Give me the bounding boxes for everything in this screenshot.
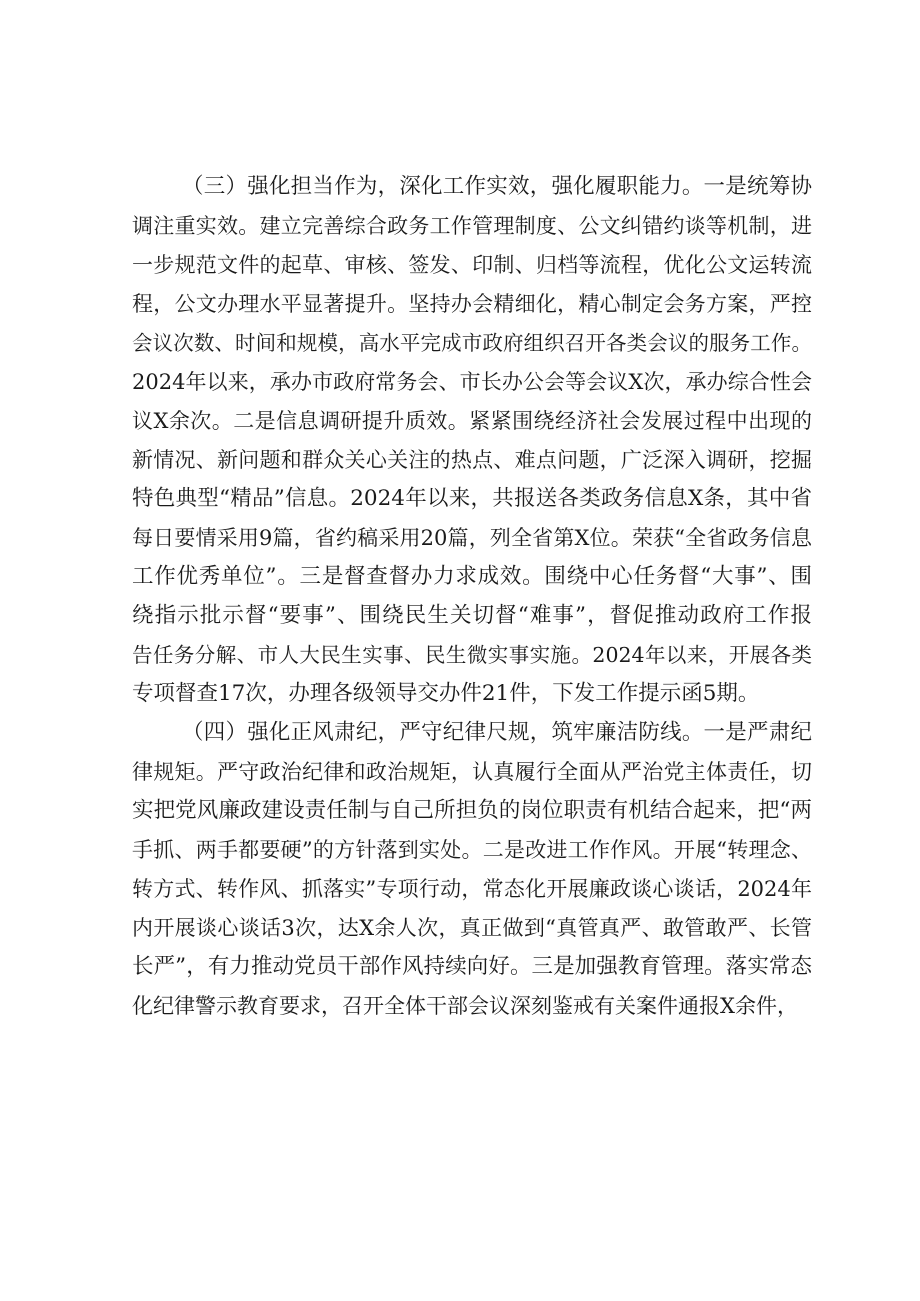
text-line: （三）强化担当作为，深化工作实效，强化履职能力。一是统筹协 (182, 174, 812, 199)
text-line: 专项督查17次，办理各级领导交办件21件，下发工作提示函5期。 (132, 681, 760, 706)
text-line: 化纪律警示教育要求，召开全体干部会议深刻鉴戒有关案件通报X余件， (132, 994, 798, 1018)
text-line: 内开展谈心谈话3次，达X余人次，真正做到“真管真严、敢管敢严、长管 (132, 916, 812, 940)
text-line: 绕指示批示督“要事”、围绕民生关切督“难事”，督促推动政府工作报 (132, 603, 812, 628)
text-line: 律规矩。严守政治纪律和政治规矩，认真履行全面从严治党主体责任，切 (132, 760, 812, 784)
text-line: 实把党风廉政建设责任制与自己所担负的岗位职责有机结合起来，把“两 (132, 798, 812, 823)
text-line: 告任务分解、市人大民生实事、民生微实事实施。2024年以来，开展各类 (132, 643, 812, 667)
text-line: 每日要情采用9篇，省约稿采用20篇，列全省第X位。荣获“全省政务信息 (132, 526, 812, 550)
text-line: 会议次数、时间和规模，高水平完成市政府组织召开各类会议的服务工作。 (132, 331, 812, 355)
text-line: 工作优秀单位”。三是督查督办力求成效。围绕中心任务督“大事”、围 (132, 564, 812, 589)
text-line: 一步规范文件的起草、审核、签发、印制、归档等流程，优化公文运转流 (132, 253, 812, 277)
text-line: 程，公文办理水平显著提升。坚持办会精细化，精心制定会务方案，严控 (132, 292, 812, 316)
text-line: 2024年以来，承办市政府常务会、市长办公会等会议X次，承办综合性会 (132, 370, 812, 394)
text-line: 议X余次。二是信息调研提升质效。紧紧围绕经济社会发展过程中出现的 (132, 409, 812, 433)
text-line: 转方式、转作风、抓落实”专项行动，常态化开展廉政谈心谈话，2024年 (132, 877, 812, 901)
text-line: 新情况、新问题和群众关心关注的热点、难点问题，广泛深入调研，挖掘 (132, 448, 812, 472)
text-line: 调注重实效。建立完善综合政务工作管理制度、公文纠错约谈等机制，进 (132, 214, 812, 238)
text-line: 长严”，有力推动党员干部作风持续向好。三是加强教育管理。落实常态 (132, 954, 812, 979)
text-line: 手抓、两手都要硬”的方针落到实处。二是改进工作作风。开展“转理念、 (132, 838, 812, 862)
text-line: （四）强化正风肃纪，严守纪律尺规，筑牢廉洁防线。一是严肃纪 (182, 720, 812, 745)
text-line: 特色典型“精品”信息。2024年以来，共报送各类政务信息X条，其中省 (132, 486, 812, 511)
